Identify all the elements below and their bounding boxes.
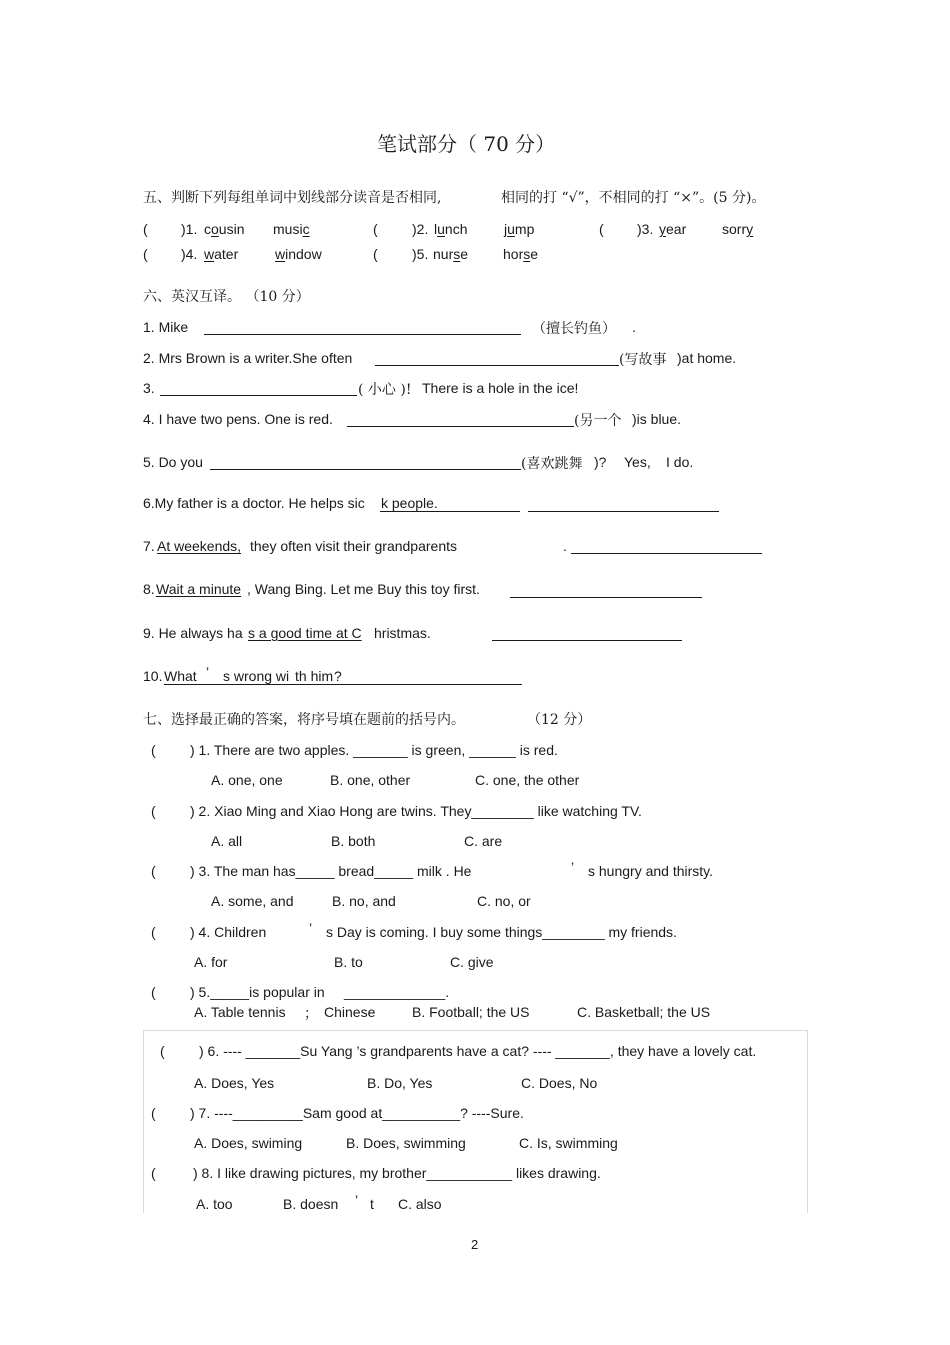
q7-2-option-b: B. both bbox=[331, 833, 376, 849]
q7-8-option-a: A. too bbox=[196, 1196, 233, 1212]
q7-1-option-a: A. one, one bbox=[211, 772, 283, 788]
q7-5-stem: ) 5._____is popular in bbox=[190, 984, 325, 1000]
q7-8-option-b-apostrophe: ’ bbox=[355, 1192, 359, 1208]
answer-line bbox=[492, 640, 682, 641]
q6-6-text-underlined: k people. bbox=[381, 495, 438, 511]
answer-paren: ( bbox=[160, 1043, 165, 1059]
answer-line bbox=[510, 597, 702, 598]
q6-3-hint: ( 小心 )! bbox=[358, 382, 412, 398]
q7-2-stem: ) 2. Xiao Ming and Xiao Hong are twins. They________ like watching TV. bbox=[190, 803, 642, 819]
answer-paren: ( bbox=[151, 924, 156, 940]
answer-paren: ( bbox=[151, 984, 156, 1000]
q6-5-answer-b: I do. bbox=[666, 454, 694, 470]
q6-10-apostrophe: ’ bbox=[206, 664, 210, 680]
word-window: window bbox=[275, 246, 322, 262]
section-7-score: （12 分） bbox=[527, 712, 592, 728]
answer-paren: ( bbox=[151, 863, 156, 879]
answer-line bbox=[375, 365, 619, 366]
q6-6-text: 6.My father is a doctor. He helps sic bbox=[143, 495, 365, 511]
q7-6-stem: ) 6. ---- _______Su Yang ’s grandparents have a cat? ---- _______, they have a lovely cat. bbox=[199, 1043, 757, 1059]
underline bbox=[380, 511, 520, 512]
q6-7-text: they often visit their grandparents bbox=[250, 538, 458, 554]
answer-paren: ( bbox=[151, 1105, 156, 1121]
q7-5-option-b: B. Football; the US bbox=[412, 1004, 530, 1020]
word-lunch: lunch bbox=[434, 221, 468, 237]
q7-4-option-b: B. to bbox=[334, 954, 363, 970]
q7-8-option-c: C. also bbox=[398, 1196, 442, 1212]
word-music: music bbox=[273, 221, 310, 237]
item-number: )4. bbox=[181, 246, 198, 262]
q6-9-text: 9. He always ha bbox=[143, 625, 243, 641]
q7-5-blank: _____________. bbox=[344, 984, 450, 1000]
q7-7-option-b: B. Does, swimming bbox=[346, 1135, 466, 1151]
q6-1-hint: （擅长钓鱼） bbox=[532, 321, 616, 337]
q6-7-underlined: At weekends, bbox=[157, 538, 242, 554]
q7-6-option-a: A. Does, Yes bbox=[194, 1075, 275, 1091]
word-sorry: sorry bbox=[722, 221, 754, 237]
answer-line bbox=[210, 469, 521, 470]
q7-4-option-c: C. give bbox=[450, 954, 494, 970]
q6-3-end: There is a hole in the ice! bbox=[422, 380, 579, 396]
answer-line bbox=[571, 553, 762, 554]
q6-10-text: s wrong wi bbox=[223, 668, 290, 684]
item-number: )1. bbox=[181, 221, 198, 237]
word-cousin: cousin bbox=[204, 221, 245, 237]
q7-2-option-c: C. are bbox=[464, 833, 503, 849]
q7-7-stem: ) 7. ----_________Sam good at__________? ----Sure. bbox=[190, 1105, 524, 1121]
q6-4-hint: (另一个 bbox=[574, 413, 622, 429]
q7-1-option-b: B. one, other bbox=[330, 772, 411, 788]
q6-1-end: . bbox=[632, 319, 636, 335]
q7-5-option-a: A. Table tennis bbox=[194, 1004, 286, 1020]
q7-6-option-c: C. Does, No bbox=[521, 1075, 598, 1091]
q7-1-option-c: C. one, the other bbox=[475, 772, 580, 788]
q6-8-number: 8. bbox=[143, 581, 155, 597]
q7-3-option-a: A. some, and bbox=[211, 893, 294, 909]
answer-line bbox=[160, 395, 357, 396]
q7-3-option-c: C. no, or bbox=[477, 893, 531, 909]
answer-paren: ( bbox=[151, 1165, 156, 1181]
q6-7-number: 7. bbox=[143, 538, 155, 554]
q7-3-stem-end: s hungry and thirsty. bbox=[588, 863, 714, 879]
q7-8-stem: ) 8. I like drawing pictures, my brother___________ likes drawing. bbox=[193, 1165, 601, 1181]
q7-8-option-b: B. doesn bbox=[283, 1196, 339, 1212]
q7-8-option-b-end: t bbox=[370, 1196, 374, 1212]
item-number: )3. bbox=[637, 221, 654, 237]
q7-4-option-a: A. for bbox=[194, 954, 228, 970]
q6-4-text: 4. I have two pens. One is red. bbox=[143, 411, 333, 427]
q6-4-end: )is blue. bbox=[632, 411, 682, 427]
q6-8-underlined: Wait a minute bbox=[156, 581, 242, 597]
q6-10-word: What bbox=[164, 668, 197, 684]
q7-3-stem: ) 3. The man has_____ bread_____ milk . He bbox=[190, 863, 472, 879]
answer-paren: ( bbox=[373, 221, 378, 237]
q6-2-text: 2. Mrs Brown is a writer.She often bbox=[143, 350, 353, 366]
q6-5-hint: (喜欢跳舞 bbox=[521, 456, 583, 472]
answer-line bbox=[164, 684, 522, 685]
q6-10-number: 10. bbox=[143, 668, 163, 684]
section-7-heading: 七、选择最正确的答案，将序号填在题前的括号内。 bbox=[143, 712, 465, 728]
q6-5-end: )? bbox=[594, 454, 607, 470]
word-nurse: nurse bbox=[433, 246, 469, 262]
q7-5-option-a-separator: ； bbox=[304, 1006, 318, 1022]
answer-line bbox=[204, 334, 521, 335]
q7-1-stem: ) 1. There are two apples. _______ is green, ______ is red. bbox=[190, 742, 558, 758]
q7-5-option-a-rest: Chinese bbox=[324, 1004, 376, 1020]
q6-3-text: 3. bbox=[143, 380, 155, 396]
q7-2-option-a: A. all bbox=[211, 833, 243, 849]
word-jump: jump bbox=[504, 221, 535, 237]
answer-line bbox=[347, 426, 574, 427]
q6-2-hint: (写故事 bbox=[619, 352, 667, 368]
answer-paren: ( bbox=[599, 221, 604, 237]
answer-paren: ( bbox=[151, 803, 156, 819]
section-6-heading: 六、英汉互译。 （10 分） bbox=[143, 289, 310, 305]
q7-4-stem-end: s Day is coming. I buy some things________ my friends. bbox=[326, 924, 677, 940]
answer-line bbox=[528, 511, 719, 512]
q6-10-question: ? bbox=[334, 668, 342, 684]
word-year: year bbox=[659, 221, 687, 237]
q6-5-text: 5. Do you bbox=[143, 454, 203, 470]
q6-1-text: 1. Mike bbox=[143, 319, 189, 335]
q6-5-answer: Yes, bbox=[624, 454, 651, 470]
answer-paren: ( bbox=[151, 742, 156, 758]
answer-paren: ( bbox=[143, 246, 148, 262]
page-number: 2 bbox=[471, 1237, 479, 1252]
word-horse: horse bbox=[503, 246, 539, 262]
word-water: water bbox=[204, 246, 239, 262]
q7-7-option-c: C. Is, swimming bbox=[519, 1135, 618, 1151]
item-number: )5. bbox=[412, 246, 429, 262]
q7-7-option-a: A. Does, swiming bbox=[194, 1135, 303, 1151]
section-5-heading-instructions: 相同的打 “√”，不相同的打 “×”。(5 分)。 bbox=[501, 190, 766, 206]
q6-2-end: )at home. bbox=[677, 350, 737, 366]
answer-paren: ( bbox=[373, 246, 378, 262]
q7-5-option-c: C. Basketball; the US bbox=[577, 1004, 711, 1020]
q6-7-dot: . bbox=[563, 538, 567, 554]
q6-9-underlined: s a good time at C bbox=[248, 625, 362, 641]
q7-3-option-b: B. no, and bbox=[332, 893, 396, 909]
answer-paren: ( bbox=[143, 221, 148, 237]
q7-4-apostrophe: ’ bbox=[309, 920, 313, 936]
q6-10-text-b: th him bbox=[295, 668, 334, 684]
q7-6-option-b: B. Do, Yes bbox=[367, 1075, 433, 1091]
q6-8-text: , Wang Bing. Let me Buy this toy first. bbox=[247, 581, 480, 597]
q7-4-stem: ) 4. Children bbox=[190, 924, 267, 940]
page-title: 笔试部分（ 70 分） bbox=[377, 132, 556, 156]
section-5-heading: 五、判断下列每组单词中划线部分读音是否相同, bbox=[143, 190, 442, 206]
item-number: )2. bbox=[412, 221, 429, 237]
q7-3-apostrophe: ’ bbox=[571, 859, 575, 875]
q6-9-text-end: hristmas. bbox=[374, 625, 431, 641]
